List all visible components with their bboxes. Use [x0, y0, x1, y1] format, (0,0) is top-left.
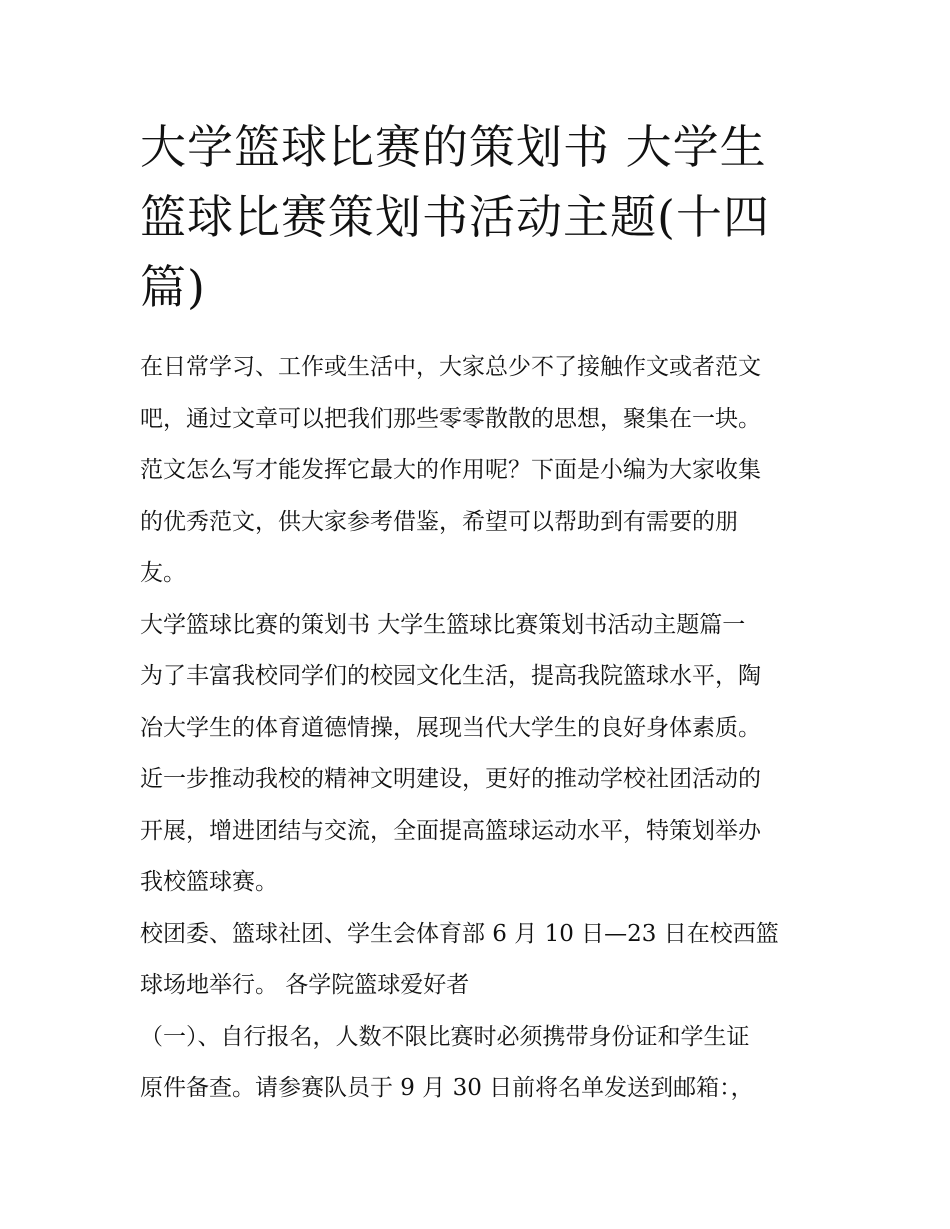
organizer-paragraph — [140, 909, 820, 1012]
title-line: 篮球比赛策划书活动主题(十四 — [140, 190, 770, 244]
document-title — [140, 112, 820, 322]
text-line: 开展，增进团结与交流，全面提高篮球运动水平，特策划举办 — [140, 817, 761, 844]
registration-paragraph — [140, 1012, 820, 1115]
document-page — [140, 112, 820, 1115]
text-line: 友。 — [140, 560, 186, 586]
text-line: 校团委、篮球社团、学生会体育部 6 月 10 日—23 日在校西篮 — [140, 920, 779, 947]
purpose-paragraph — [140, 651, 820, 909]
text-line: 为了丰富我校同学们的校园文化生活，提高我院篮球水平，陶 — [140, 663, 761, 689]
text-line: 球场地举行。 各学院篮球爱好者 — [140, 972, 470, 998]
text-line: 原件备查。请参赛队员于 9 月 30 日前将名单发送到邮箱：， — [140, 1075, 754, 1101]
text-line: 在日常学习、工作或生活中，大家总少不了接触作文或者范文 — [140, 354, 761, 380]
text-line: 吧，通过文章可以把我们那些零零散散的思想，聚集在一块。 — [140, 405, 761, 432]
text-line: （一）、自行报名，人数不限比赛时必须携带身份证和学生证 — [140, 1023, 750, 1050]
text-line: 大学篮球比赛的策划书 大学生篮球比赛策划书活动主题篇一 — [140, 611, 746, 638]
document-body — [140, 342, 820, 1115]
title-line: 篇) — [140, 260, 206, 314]
text-line: 近一步推动我校的精神文明建设，更好的推动学校社团活动的 — [140, 766, 761, 792]
text-line: 我校篮球赛。 — [140, 869, 278, 895]
section-heading-paragraph — [140, 600, 820, 652]
text-line: 冶大学生的体育道德情操，展现当代大学生的良好身体素质。 — [140, 714, 761, 741]
title-line: 大学篮球比赛的策划书 大学生 — [140, 120, 767, 174]
text-line: 的优秀范文，供大家参考借鉴，希望可以帮助到有需要的朋 — [140, 508, 738, 535]
text-line: 范文怎么写才能发挥它最大的作用呢？下面是小编为大家收集 — [140, 457, 761, 483]
intro-paragraph — [140, 342, 820, 600]
